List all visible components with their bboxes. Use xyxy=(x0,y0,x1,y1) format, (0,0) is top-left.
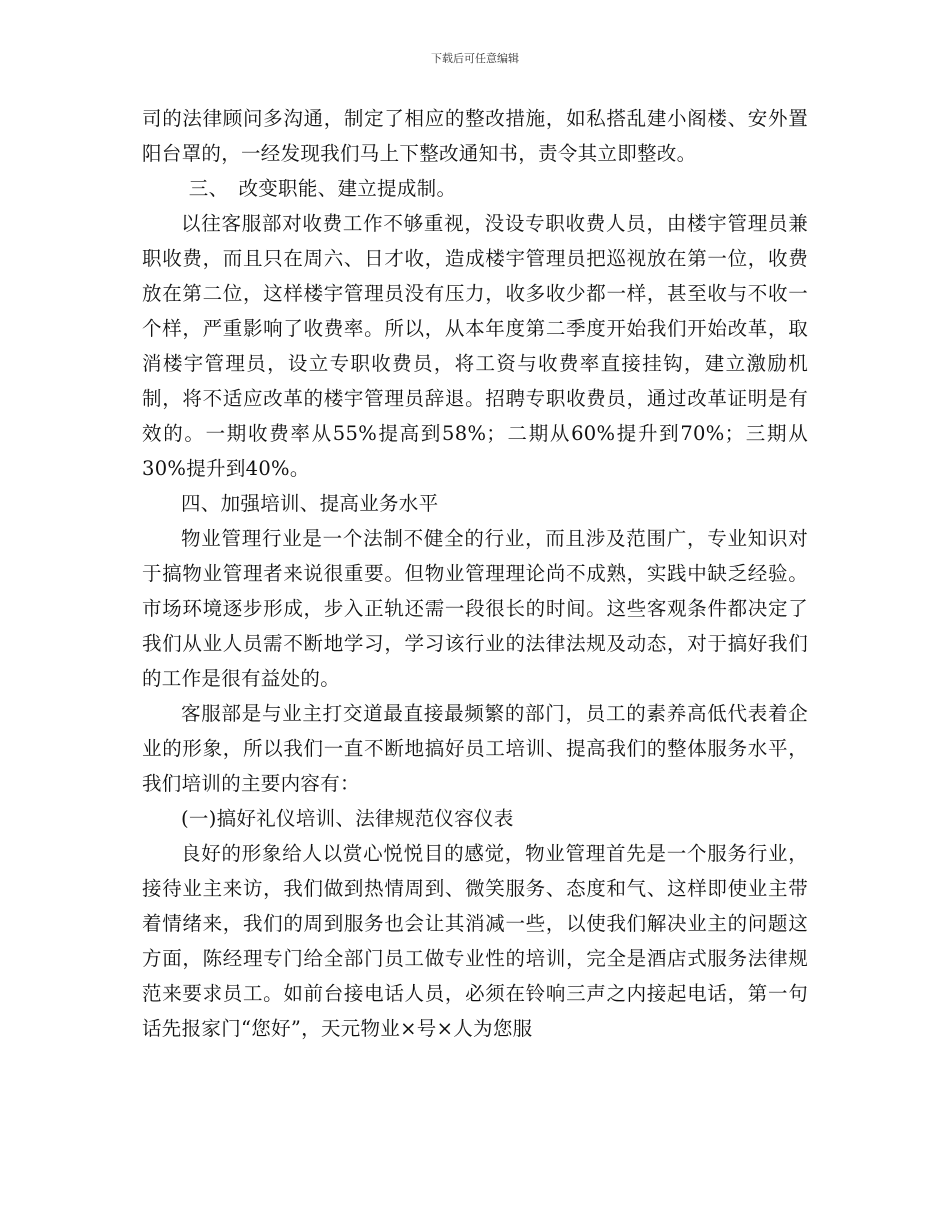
paragraph-etiquette: 良好的形象给人以赏心悦悦目的感觉，物业管理首先是一个服务行业，接待业主来访，我们做到热情周到、微笑服务、态度和气、这样即使业主带着情绪来，我们的周到服务也会让其消减一些，以使我们解决业主的问题这方面，陈经理专门给全部门员工做专业性的培训，完全是酒店式服务法律规范来要求员工。如前台接电话人员，必须在铃响三声之内接起电话，第一句话先报家门“您好”，天元物业×号×人为您服 xyxy=(142,842,808,1040)
page-header: 下载后可任意编辑 xyxy=(431,52,519,65)
paragraph-fee-reform: 以往客服部对收费工作不够重视，没设专职收费人员，由楼宇管理员兼职收费，而且只在周六、日才收，造成楼宇管理员把巡视放在第一位，收费放在第二位，这样楼宇管理员没有压力，收多收少都一样，甚至收与不收一个样，严重影响了收费率。所以，从本年度第二季度开始我们开始改革，取消楼宇管理员，设立专职收费员，将工资与收费率直接挂钩，建立激励机制，将不适应改革的楼宇管理员辞退。招聘专职收费员，通过改革证明是有效的。一期收费率从55%提高到58%；二期从60%提升到70%；三期从30%提升到40%。 xyxy=(142,212,808,480)
paragraph-industry-knowledge: 物业管理行业是一个法制不健全的行业，而且涉及范围广，专业知识对于搞物业管理者来说很重要。但物业管理理论尚不成熟，实践中缺乏经验。市场环境逐步形成，步入正轨还需一段很长的时间。这些客观条件都决定了我们从业人员需不断地学习，学习该行业的法律法规及动态，对于搞好我们的工作是很有益处的。 xyxy=(142,527,808,690)
subsection-heading-1: (一)搞好礼仪培训、法律规范仪容仪表 xyxy=(181,807,514,830)
section-heading-4: 四、加强培训、提高业务水平 xyxy=(181,492,439,515)
section-heading-3: 三、 改变职能、建立提成制。 xyxy=(188,177,457,200)
document-body xyxy=(142,101,808,1046)
paragraph-customer-service: 客服部是与业主打交道最直接最频繁的部门，员工的素养高低代表着企业的形象，所以我们一直不断地搞好员工培训、提高我们的整体服务水平，我们培训的主要内容有： xyxy=(142,702,808,795)
paragraph-continuation: 司的法律顾问多沟通，制定了相应的整改措施，如私搭乱建小阁楼、安外置阳台罩的，一经发现我们马上下整改通知书，责令其立即整改。 xyxy=(142,107,808,165)
